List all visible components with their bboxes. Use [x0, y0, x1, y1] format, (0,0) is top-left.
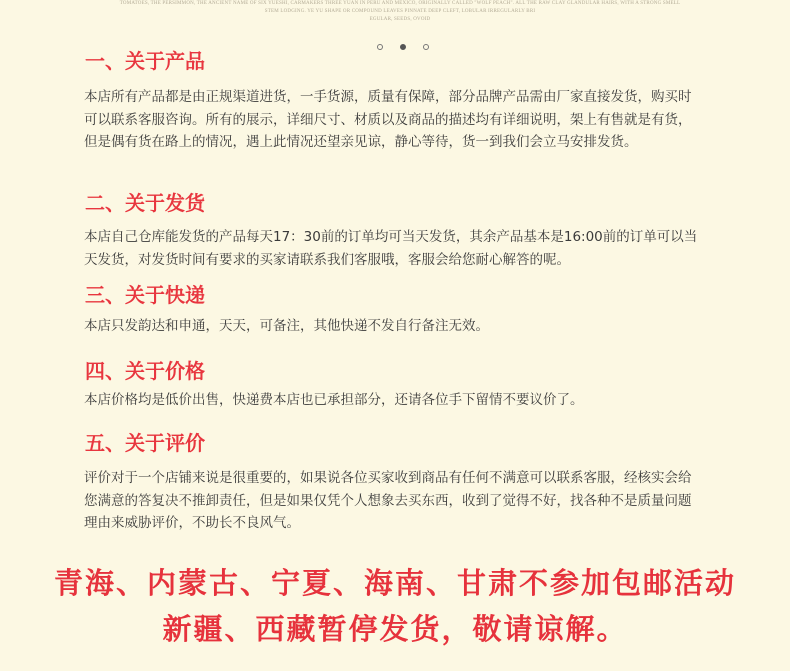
carousel-dot-active[interactable]: [400, 44, 406, 50]
top-caption-line: EGULAR, SEEDS, OVOID: [369, 17, 431, 22]
section-title-review: 五、关于评价: [85, 431, 205, 455]
top-caption-line: TOMATOES, THE PERSIMMON, THE ANCIENT NAME OF SIX YUESHI, CARMAKERS THREE YUAN IN PERU AND MEXICO, ORIGINALLY CALLED "WOLF PEACH". ALL THE RAW CLAY GLANDULAR HAIRS, WITH A STRONG SMELL: [119, 1, 681, 6]
top-caption-line: STEM LODGING. YE YU SHAPE OR COMPOUND LEAVES PINNATE DEEP CLEFT, LOBULAR IRREGULARLY BRI: [264, 9, 536, 14]
section-body-review: 评价对于一个店铺来说是很重要的，如果说各位买家收到商品有任何不满意可以联系客服，经核实会给您满意的答复决不推卸责任，但是如果仅凭个人想象去买东西，收到了觉得不好，找各种不是质量问题理由来威胁评价，不助长不良风气。: [84, 470, 692, 531]
carousel-dots: [377, 44, 429, 50]
section-body-shipping: 本店自己仓库能发货的产品每天17：30前的订单均可当天发货，其余产品基本是16:00前的订单可以当天发货，对发货时间有要求的买家请联系我们客服哦，客服会给您耐心解答的呢。: [84, 229, 698, 268]
shipping-notice-line1: 青海、内蒙古、宁夏、海南、甘肃不参加包邮活动: [53, 566, 736, 600]
section-body-courier: 本店只发韵达和申通，天天，可备注，其他快递不发自行备注无效。: [84, 318, 489, 334]
carousel-dot[interactable]: [423, 44, 429, 50]
section-body-product: 本店所有产品都是由正规渠道进货，一手货源，质量有保障，部分品牌产品需由厂家直接发货，购买时可以联系客服咨询。所有的展示，详细尺寸、材质以及商品的描述均有详细说明，架上有售就是有货，但是偶有货在路上的情况，遇上此情况还望亲见谅，静心等待，货一到我们会立马安排发货。: [84, 89, 692, 150]
top-caption: [100, 0, 700, 24]
section-title-product: 一、关于产品: [85, 49, 205, 73]
section-title-price: 四、关于价格: [85, 359, 205, 383]
section-body-price: 本店价格均是低价出售，快递费本店也已承担部分，还请各位手下留情不要议价了。: [84, 392, 584, 408]
carousel-dot[interactable]: [377, 44, 383, 50]
shipping-notice-line2: 新疆、西藏暂停发货，敬请谅解。: [162, 612, 628, 646]
section-title-courier: 三、关于快递: [85, 283, 205, 307]
section-title-shipping: 二、关于发货: [85, 191, 205, 215]
